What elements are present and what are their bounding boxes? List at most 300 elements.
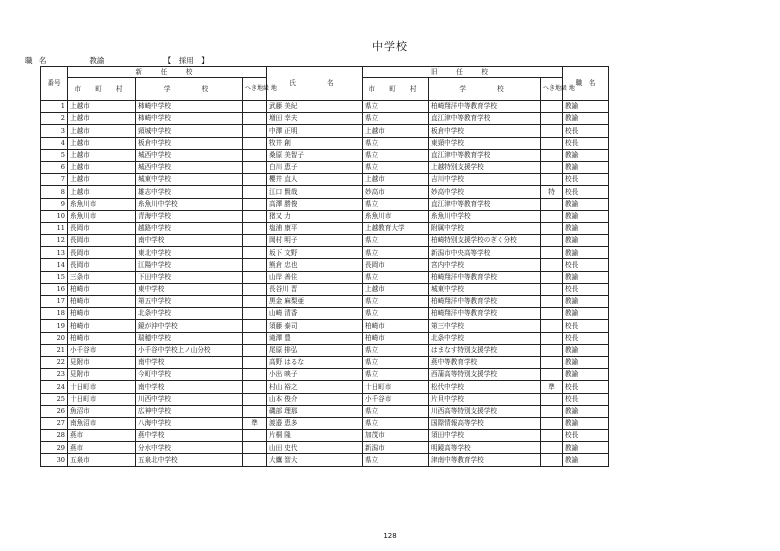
old-remote-cell	[541, 101, 563, 113]
new-remote-cell	[243, 271, 267, 283]
new-remote-cell	[243, 356, 267, 368]
old-remote-cell: 準	[541, 381, 563, 393]
new-city-cell: 南魚沼市	[68, 417, 136, 429]
row-number: 19	[41, 320, 68, 332]
table-row	[41, 405, 609, 417]
position-cell: 校長	[563, 332, 609, 344]
row-number: 18	[41, 308, 68, 320]
table-row	[41, 161, 609, 173]
old-remote-cell	[541, 430, 563, 442]
row-number: 11	[41, 222, 68, 234]
old-city-cell: 県立	[363, 149, 429, 161]
old-remote-cell	[541, 235, 563, 247]
old-city-cell: 県立	[363, 344, 429, 356]
old-remote-cell	[541, 320, 563, 332]
new-remote-cell	[243, 259, 267, 271]
name-cell: 山岸 善住	[267, 271, 363, 283]
table-row	[41, 149, 609, 161]
row-number: 28	[41, 430, 68, 442]
row-number: 8	[41, 186, 68, 198]
name-cell: 滝澤 豊	[267, 332, 363, 344]
new-school-cell: 城西中学校	[136, 149, 243, 161]
new-school-cell: 南中学校	[136, 356, 243, 368]
new-remote-cell	[243, 125, 267, 137]
position-cell: 教諭	[563, 198, 609, 210]
table-row	[41, 125, 609, 137]
new-school-cell: 川西中学校	[136, 393, 243, 405]
name-cell: 櫻井 直人	[267, 174, 363, 186]
new-school-cell: 鏡が沖中学校	[136, 320, 243, 332]
row-number: 7	[41, 174, 68, 186]
new-city-cell: 長岡市	[68, 235, 136, 247]
old-city-cell: 県立	[363, 101, 429, 113]
new-remote-cell	[243, 186, 267, 198]
row-number: 21	[41, 344, 68, 356]
old-city-cell: 県立	[363, 296, 429, 308]
table-row	[41, 344, 609, 356]
new-remote-cell	[243, 235, 267, 247]
name-cell: 牧井 創	[267, 137, 363, 149]
page-title: 中学校	[372, 40, 408, 53]
position-cell: 教諭	[563, 405, 609, 417]
new-school-cell: 八海中学校	[136, 417, 243, 429]
old-remote-cell	[541, 125, 563, 137]
position-cell: 校長	[563, 430, 609, 442]
new-remote-cell	[243, 430, 267, 442]
row-number: 2	[41, 113, 68, 125]
position-cell: 教諭	[563, 247, 609, 259]
new-remote-cell: 準	[243, 417, 267, 429]
table-row	[41, 381, 609, 393]
new-remote-cell	[243, 308, 267, 320]
table-row	[41, 393, 609, 405]
old-school-cell: 板倉中学校	[429, 125, 541, 137]
name-cell: 江口 賢哉	[267, 186, 363, 198]
old-school-cell: 明鏡高等学校	[429, 442, 541, 454]
name-cell: 高野 はるな	[267, 356, 363, 368]
position-cell: 教諭	[563, 149, 609, 161]
position-cell: 校長	[563, 393, 609, 405]
new-school-cell: 糸魚川中学校	[136, 198, 243, 210]
old-city-cell: 柏崎市	[363, 332, 429, 344]
new-remote-cell	[243, 198, 267, 210]
old-city-cell: 県立	[363, 113, 429, 125]
new-remote-cell	[243, 344, 267, 356]
position-cell: 校長	[563, 174, 609, 186]
table-row	[41, 417, 609, 429]
old-school-cell: 第三中学校	[429, 320, 541, 332]
old-city-cell: 新潟市	[363, 442, 429, 454]
new-remote-cell	[243, 296, 267, 308]
row-number: 13	[41, 247, 68, 259]
table-row	[41, 247, 609, 259]
new-school-cell: 城東中学校	[136, 174, 243, 186]
name-cell: 村山 裕之	[267, 381, 363, 393]
table-row	[41, 210, 609, 222]
new-city-cell: 見附市	[68, 369, 136, 381]
header-new-city: 市 町 村	[68, 78, 136, 101]
table-row	[41, 308, 609, 320]
old-city-cell: 上越市	[363, 174, 429, 186]
position-cell: 教諭	[563, 222, 609, 234]
old-remote-cell	[541, 113, 563, 125]
old-city-cell: 県立	[363, 161, 429, 173]
position-cell: 教諭	[563, 113, 609, 125]
old-school-cell: 妙高中学校	[429, 186, 541, 198]
old-remote-cell	[541, 442, 563, 454]
old-school-cell: 津南中等教育学校	[429, 454, 541, 466]
old-remote-cell	[541, 344, 563, 356]
old-city-cell: 県立	[363, 308, 429, 320]
old-city-cell: 妙高市	[363, 186, 429, 198]
new-remote-cell	[243, 161, 267, 173]
new-school-cell: 頸城中学校	[136, 125, 243, 137]
new-city-cell: 上越市	[68, 101, 136, 113]
name-cell: 渡邉 恵多	[267, 417, 363, 429]
name-cell: 山田 史代	[267, 442, 363, 454]
new-school-cell: 分水中学校	[136, 442, 243, 454]
new-school-cell: 城西中学校	[136, 161, 243, 173]
name-cell: 片桐 隆	[267, 430, 363, 442]
new-school-cell: 燕中学校	[136, 430, 243, 442]
name-cell: 高澤 勝俊	[267, 198, 363, 210]
new-school-cell: 第五中学校	[136, 296, 243, 308]
new-city-cell: 長岡市	[68, 222, 136, 234]
old-remote-cell	[541, 283, 563, 295]
position-cell: 教諭	[563, 235, 609, 247]
name-cell: 岡村 明子	[267, 235, 363, 247]
new-remote-cell	[243, 283, 267, 295]
name-cell: 山本 俊介	[267, 393, 363, 405]
old-school-cell: 糸魚川中学校	[429, 210, 541, 222]
old-school-cell: 北条中学校	[429, 332, 541, 344]
header-position: 職 名	[563, 67, 609, 101]
document-meta	[25, 55, 209, 66]
old-remote-cell	[541, 149, 563, 161]
old-remote-cell	[541, 417, 563, 429]
new-city-cell: 五泉市	[68, 454, 136, 466]
header-number: 番号	[41, 67, 68, 101]
table-row	[41, 137, 609, 149]
table-row	[41, 454, 609, 466]
new-remote-cell	[243, 137, 267, 149]
row-number: 15	[41, 271, 68, 283]
old-school-cell: 附属中学校	[429, 222, 541, 234]
table-row	[41, 174, 609, 186]
old-city-cell: 糸魚川市	[363, 210, 429, 222]
old-remote-cell	[541, 454, 563, 466]
row-number: 6	[41, 161, 68, 173]
row-number: 5	[41, 149, 68, 161]
old-city-cell: 十日町市	[363, 381, 429, 393]
new-city-cell: 長岡市	[68, 259, 136, 271]
old-city-cell: 県立	[363, 271, 429, 283]
new-remote-cell	[243, 222, 267, 234]
new-city-cell: 長岡市	[68, 247, 136, 259]
header-new-school: 学 校	[136, 78, 243, 101]
old-school-cell: 吉川中学校	[429, 174, 541, 186]
old-remote-cell	[541, 369, 563, 381]
header-old-remote: へき地級 地	[541, 78, 563, 101]
new-city-cell: 柏崎市	[68, 283, 136, 295]
new-school-cell: 五泉北中学校	[136, 454, 243, 466]
table-row	[41, 186, 609, 198]
table-row	[41, 430, 609, 442]
old-school-cell: 西蒲高等特別支援学校	[429, 369, 541, 381]
position-cell: 校長	[563, 283, 609, 295]
old-school-cell: 新潟市中央高等学校	[429, 247, 541, 259]
new-remote-cell	[243, 113, 267, 125]
new-remote-cell	[243, 405, 267, 417]
old-school-cell: 柏崎翔洋中等教育学校	[429, 101, 541, 113]
new-remote-cell	[243, 442, 267, 454]
row-number: 4	[41, 137, 68, 149]
header-old-school-group: 旧 任 校	[363, 67, 563, 78]
old-remote-cell	[541, 247, 563, 259]
row-number: 27	[41, 417, 68, 429]
old-city-cell: 長岡市	[363, 259, 429, 271]
new-remote-cell	[243, 381, 267, 393]
old-remote-cell	[541, 161, 563, 173]
old-school-cell: 松代中学校	[429, 381, 541, 393]
table-row	[41, 113, 609, 125]
new-school-cell: 青海中学校	[136, 210, 243, 222]
name-cell: 大鷹 智大	[267, 454, 363, 466]
new-school-cell: 雄志中学校	[136, 186, 243, 198]
table-row	[41, 320, 609, 332]
table-row	[41, 283, 609, 295]
new-school-cell: 東中学校	[136, 283, 243, 295]
personnel-table	[40, 66, 609, 467]
new-remote-cell	[243, 320, 267, 332]
old-school-cell: 川西高等特別支援学校	[429, 405, 541, 417]
row-number: 30	[41, 454, 68, 466]
old-remote-cell	[541, 271, 563, 283]
position-cell: 教諭	[563, 369, 609, 381]
new-school-cell: 小千谷中学校上ノ山分校	[136, 344, 243, 356]
row-number: 10	[41, 210, 68, 222]
row-number: 3	[41, 125, 68, 137]
table-row	[41, 259, 609, 271]
old-school-cell: 片貝中学校	[429, 393, 541, 405]
name-cell: 磯部 理那	[267, 405, 363, 417]
new-remote-cell	[243, 369, 267, 381]
table-row	[41, 222, 609, 234]
name-cell: 尾原 排弘	[267, 344, 363, 356]
new-city-cell: 上越市	[68, 137, 136, 149]
new-city-cell: 糸魚川市	[68, 198, 136, 210]
old-school-cell: 柏崎翔洋中等教育学校	[429, 296, 541, 308]
row-number: 24	[41, 381, 68, 393]
old-remote-cell	[541, 137, 563, 149]
old-remote-cell	[541, 222, 563, 234]
position-cell: 校長	[563, 186, 609, 198]
new-city-cell: 上越市	[68, 125, 136, 137]
new-school-cell: 柿崎中学校	[136, 101, 243, 113]
old-city-cell: 県立	[363, 198, 429, 210]
row-number: 17	[41, 296, 68, 308]
new-remote-cell	[243, 393, 267, 405]
table-row	[41, 198, 609, 210]
position-cell: 校長	[563, 381, 609, 393]
old-city-cell: 県立	[363, 247, 429, 259]
position-cell: 教諭	[563, 210, 609, 222]
table-row	[41, 332, 609, 344]
old-city-cell: 上越市	[363, 283, 429, 295]
new-city-cell: 上越市	[68, 186, 136, 198]
new-city-cell: 燕市	[68, 430, 136, 442]
row-number: 20	[41, 332, 68, 344]
new-school-cell: 今町中学校	[136, 369, 243, 381]
name-cell: 坂下 文野	[267, 247, 363, 259]
row-number: 29	[41, 442, 68, 454]
position-cell: 教諭	[563, 271, 609, 283]
name-cell: 長谷川 晋	[267, 283, 363, 295]
position-cell: 校長	[563, 125, 609, 137]
old-school-cell: 柏崎翔洋中等教育学校	[429, 271, 541, 283]
table-row	[41, 442, 609, 454]
position-cell: 教諭	[563, 356, 609, 368]
new-city-cell: 三条市	[68, 271, 136, 283]
position-cell: 校長	[563, 137, 609, 149]
new-remote-cell	[243, 332, 267, 344]
old-school-cell: 須田中学校	[429, 430, 541, 442]
old-school-cell: 宮内中学校	[429, 259, 541, 271]
old-school-cell: 柏崎翔洋中等教育学校	[429, 308, 541, 320]
name-cell: 小出 映子	[267, 369, 363, 381]
table-row	[41, 235, 609, 247]
table-row	[41, 356, 609, 368]
new-city-cell: 十日町市	[68, 381, 136, 393]
old-school-cell: 上越特別支援学校	[429, 161, 541, 173]
new-city-cell: 十日町市	[68, 393, 136, 405]
name-cell: 熊倉 忠也	[267, 259, 363, 271]
table-row	[41, 296, 609, 308]
table-row	[41, 101, 609, 113]
old-remote-cell	[541, 405, 563, 417]
old-remote-cell	[541, 259, 563, 271]
table-row	[41, 369, 609, 381]
new-city-cell: 糸魚川市	[68, 210, 136, 222]
new-school-cell: 瑞穂中学校	[136, 332, 243, 344]
new-school-cell: 下田中学校	[136, 271, 243, 283]
old-city-cell: 県立	[363, 405, 429, 417]
old-remote-cell	[541, 393, 563, 405]
position-cell: 教諭	[563, 442, 609, 454]
new-city-cell: 柏崎市	[68, 332, 136, 344]
old-school-cell: 城東中学校	[429, 283, 541, 295]
new-remote-cell	[243, 149, 267, 161]
old-remote-cell	[541, 198, 563, 210]
old-remote-cell	[541, 308, 563, 320]
new-remote-cell	[243, 210, 267, 222]
new-school-cell: 南中学校	[136, 235, 243, 247]
new-city-cell: 小千谷市	[68, 344, 136, 356]
new-city-cell: 燕市	[68, 442, 136, 454]
old-school-cell: 直江津中等教育学校	[429, 113, 541, 125]
header-old-school: 学 校	[429, 78, 541, 101]
name-cell: 桑原 美智子	[267, 149, 363, 161]
position-cell: 教諭	[563, 296, 609, 308]
old-school-cell: 直江津中等教育学校	[429, 198, 541, 210]
old-city-cell: 加茂市	[363, 430, 429, 442]
position-cell: 校長	[563, 320, 609, 332]
old-remote-cell	[541, 296, 563, 308]
new-school-cell: 柿崎中学校	[136, 113, 243, 125]
table-body	[41, 101, 609, 467]
name-cell: 塩浦 康平	[267, 222, 363, 234]
new-school-cell: 広神中学校	[136, 405, 243, 417]
header-new-remote: へき地級 地	[243, 78, 267, 101]
old-school-cell: 燕中等教育学校	[429, 356, 541, 368]
new-city-cell: 柏崎市	[68, 320, 136, 332]
appointment-category: 【 採用 】	[163, 56, 209, 65]
new-city-cell: 上越市	[68, 149, 136, 161]
old-remote-cell	[541, 210, 563, 222]
name-cell: 山崎 清香	[267, 308, 363, 320]
new-city-cell: 柏崎市	[68, 296, 136, 308]
row-number: 22	[41, 356, 68, 368]
position-cell: 教諭	[563, 308, 609, 320]
table-row	[41, 271, 609, 283]
new-school-cell: 北条中学校	[136, 308, 243, 320]
old-school-cell: 柏崎特別支援学校のぎく分校	[429, 235, 541, 247]
old-remote-cell	[541, 174, 563, 186]
header-name: 氏 名	[267, 67, 363, 101]
header-old-city: 市 町 村	[363, 78, 429, 101]
old-city-cell: 県立	[363, 417, 429, 429]
old-city-cell: 県立	[363, 235, 429, 247]
new-city-cell: 上越市	[68, 113, 136, 125]
new-school-cell: 板倉中学校	[136, 137, 243, 149]
position-cell: 教諭	[563, 344, 609, 356]
page-number: 128	[383, 532, 397, 540]
row-number: 9	[41, 198, 68, 210]
new-city-cell: 柏崎市	[68, 308, 136, 320]
row-number: 12	[41, 235, 68, 247]
new-remote-cell	[243, 247, 267, 259]
new-school-cell: 江陽中学校	[136, 259, 243, 271]
name-cell: 中澤 正明	[267, 125, 363, 137]
new-city-cell: 上越市	[68, 161, 136, 173]
job-title-label: 職 名	[25, 56, 49, 65]
row-number: 25	[41, 393, 68, 405]
header-new-school-group: 新 任 校	[68, 67, 267, 78]
new-city-cell: 魚沼市	[68, 405, 136, 417]
row-number: 23	[41, 369, 68, 381]
old-school-cell: はまなす特別支援学校	[429, 344, 541, 356]
new-city-cell: 見附市	[68, 356, 136, 368]
name-cell: 猪又 力	[267, 210, 363, 222]
row-number: 26	[41, 405, 68, 417]
old-city-cell: 県立	[363, 356, 429, 368]
name-cell: 増田 幸夫	[267, 113, 363, 125]
position-cell: 教諭	[563, 161, 609, 173]
old-remote-cell	[541, 356, 563, 368]
name-cell: 須藤 泰司	[267, 320, 363, 332]
new-remote-cell	[243, 454, 267, 466]
row-number: 16	[41, 283, 68, 295]
row-number: 14	[41, 259, 68, 271]
position-cell: 校長	[563, 259, 609, 271]
job-title-value: 教諭	[89, 56, 105, 65]
old-city-cell: 小千谷市	[363, 393, 429, 405]
old-remote-cell	[541, 332, 563, 344]
new-school-cell: 南中学校	[136, 381, 243, 393]
new-school-cell: 越路中学校	[136, 222, 243, 234]
old-remote-cell: 特	[541, 186, 563, 198]
position-cell: 教諭	[563, 101, 609, 113]
